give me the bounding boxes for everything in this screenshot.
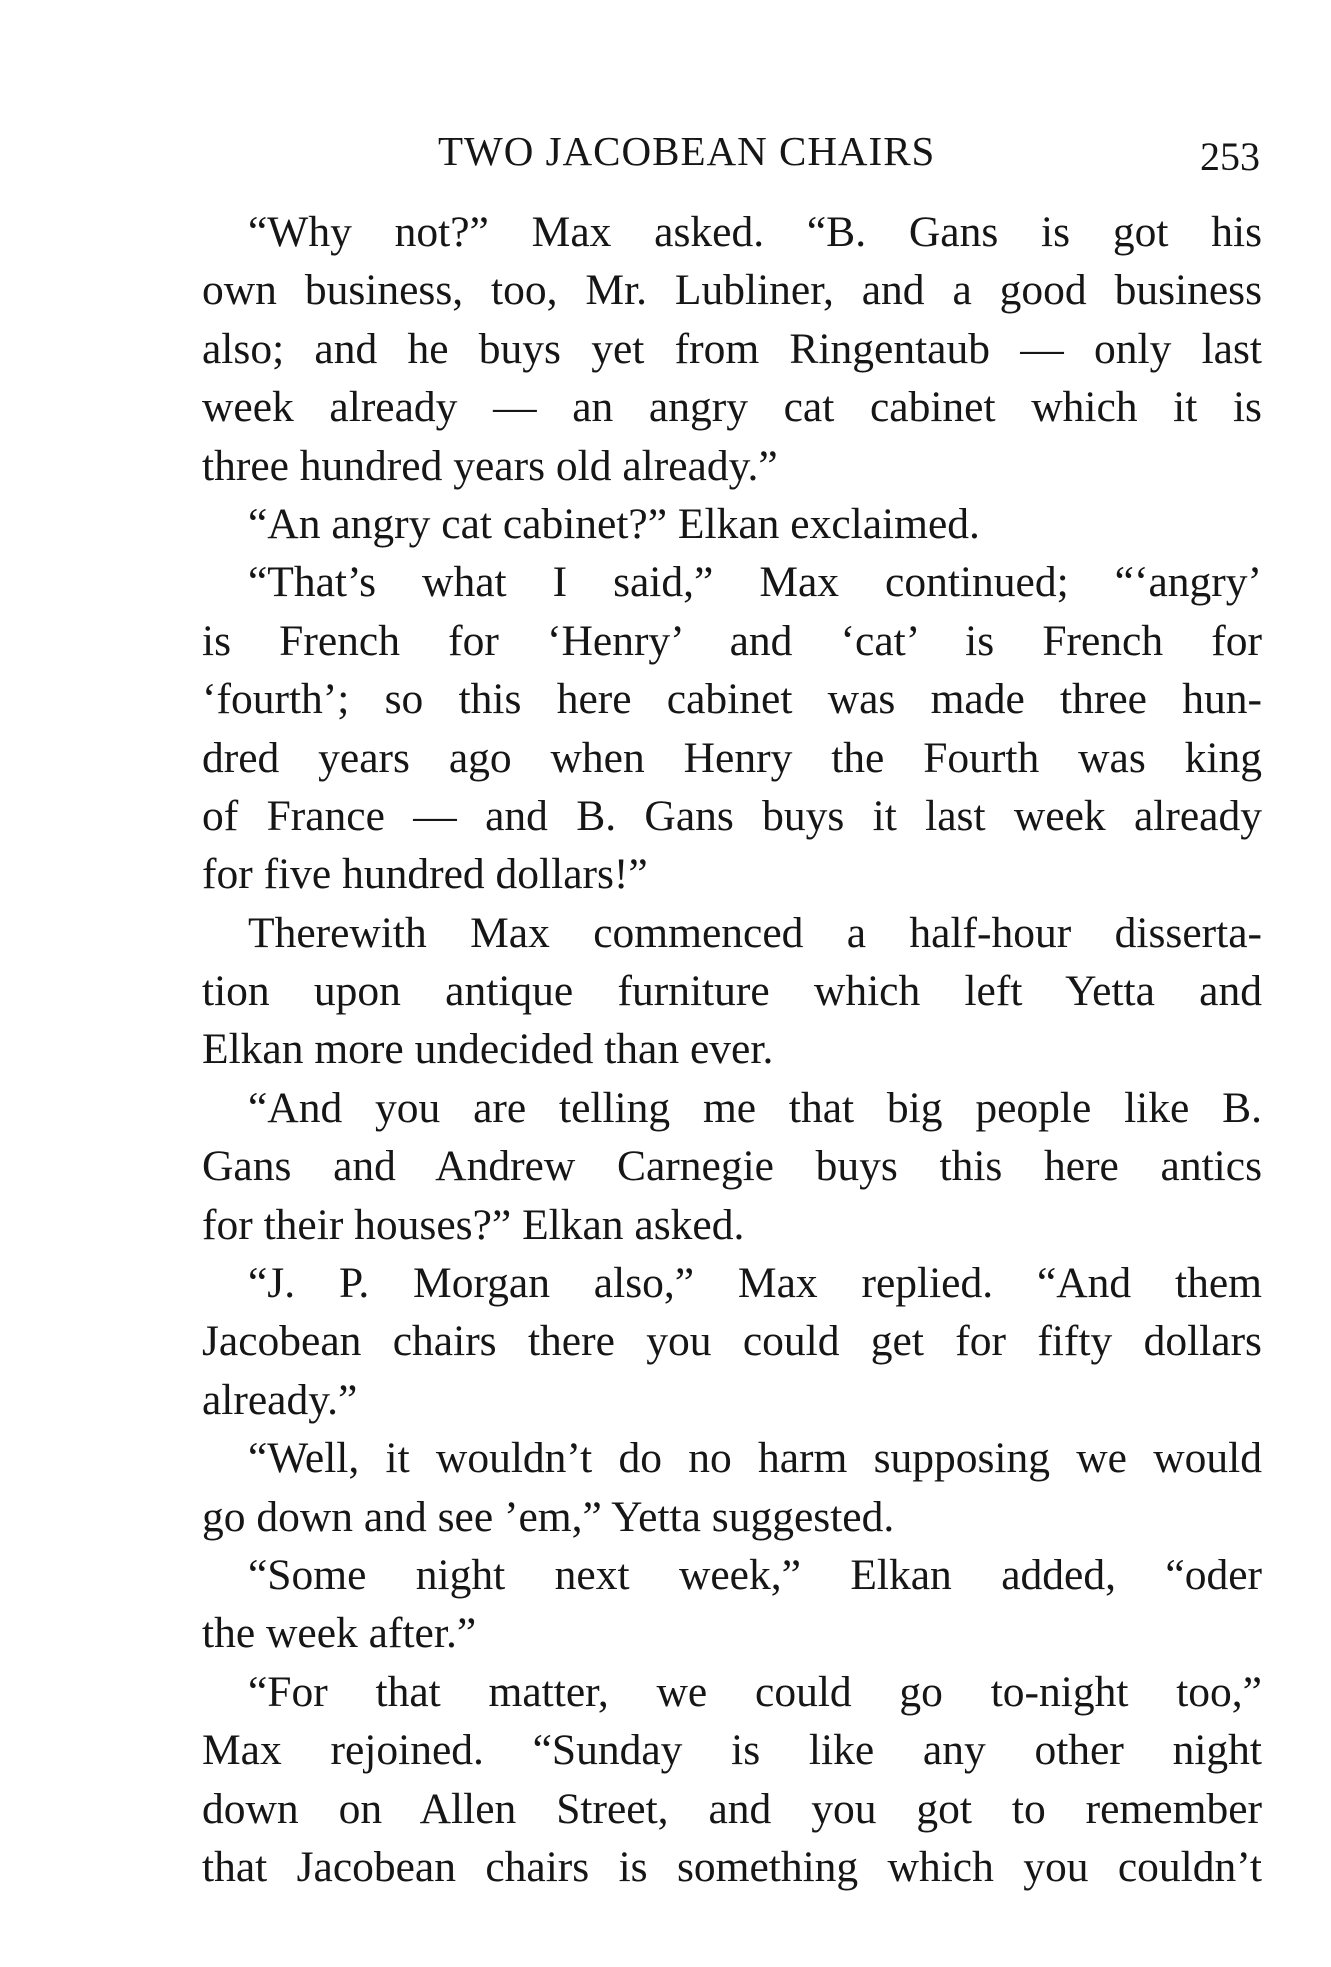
text-line: own business, too, Mr. Lubliner, and a good business (202, 266, 1262, 315)
text-line: is French for ‘Henry’ and ‘cat’ is French for (202, 616, 1262, 665)
text-line: go down and see ’em,” Yetta suggested. (202, 1492, 895, 1541)
text-line: Max rejoined. “Sunday is like any other night (202, 1726, 1262, 1775)
text-line: “Why not?” Max asked. “B. Gans is got his (248, 208, 1262, 256)
text-line: “For that matter, we could go to-night too,” (248, 1667, 1262, 1716)
text-line: the week after.” (202, 1609, 477, 1658)
text-line: Elkan more undecided than ever. (202, 1025, 774, 1074)
text-line: already.” (202, 1375, 358, 1424)
text-line: week already — an angry cat cabinet which it is (202, 383, 1262, 432)
text-line: “Some night next week,” Elkan added, “oder (248, 1550, 1262, 1599)
running-title: TWO JACOBEAN CHAIRS (438, 128, 936, 174)
text-line: “That’s what I said,” Max continued; “‘angry’ (248, 558, 1262, 607)
text-line: that Jacobean chairs is something which you couldn’t (202, 1842, 1262, 1891)
text-line: Gans and Andrew Carnegie buys this here antics (202, 1142, 1262, 1191)
text-line: “J. P. Morgan also,” Max replied. “And them (248, 1259, 1262, 1308)
page-number: 253 (1200, 134, 1260, 179)
text-line: Jacobean chairs there you could get for fifty dollars (202, 1317, 1262, 1366)
text-line: for their houses?” Elkan asked. (202, 1200, 745, 1249)
text-line: also; and he buys yet from Ringentaub — only last (202, 324, 1262, 373)
body-text (202, 203, 1262, 1896)
text-line: Therewith Max commenced a half-hour disserta- (248, 908, 1262, 957)
text-line: “An angry cat cabinet?” Elkan exclaimed. (248, 499, 980, 548)
running-head (200, 121, 1260, 181)
text-line: ‘fourth’; so this here cabinet was made three hun- (202, 675, 1262, 724)
text-line: “And you are telling me that big people like B. (248, 1083, 1262, 1132)
text-line: down on Allen Street, and you got to remember (202, 1784, 1262, 1833)
text-line: “Well, it wouldn’t do no harm supposing we would (248, 1434, 1262, 1483)
text-line: for five hundred dollars!” (202, 850, 648, 899)
text-line: of France — and B. Gans buys it last week already (202, 791, 1262, 840)
text-line: three hundred years old already.” (202, 441, 778, 490)
text-line: dred years ago when Henry the Fourth was king (202, 733, 1262, 782)
text-line: tion upon antique furniture which left Yetta and (202, 967, 1262, 1016)
